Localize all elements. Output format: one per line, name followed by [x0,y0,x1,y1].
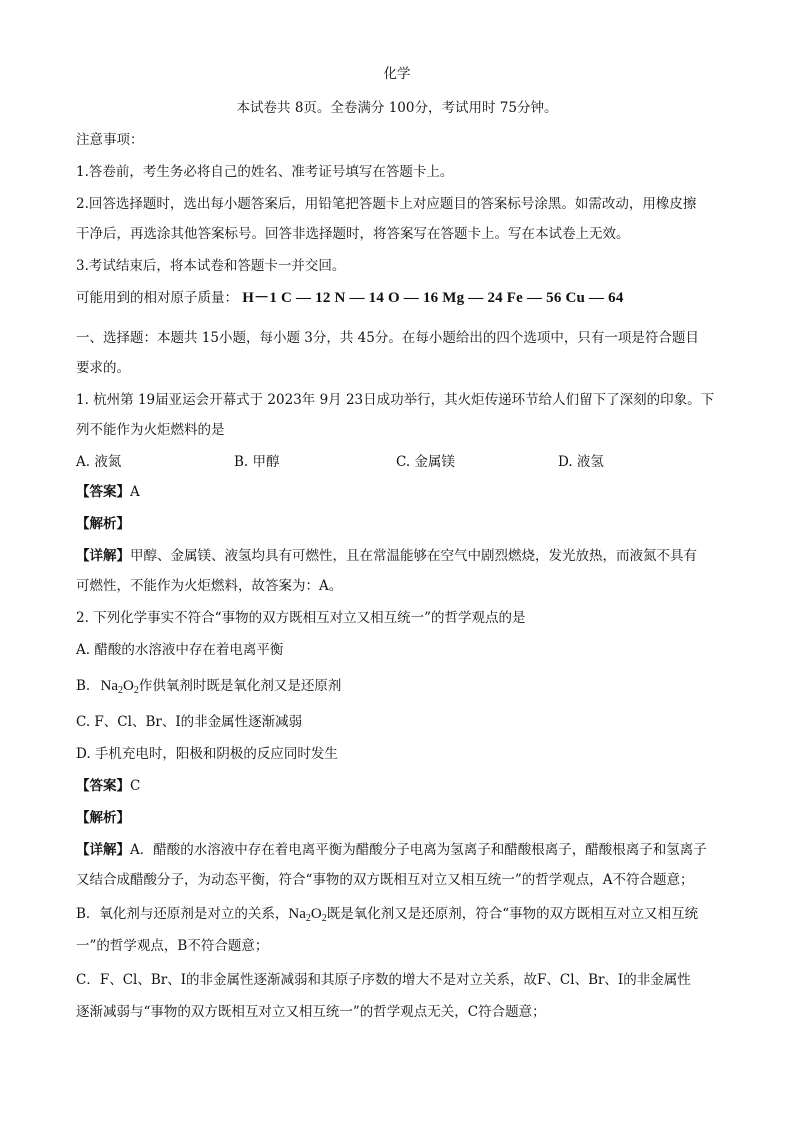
page-title: 化学 [383,66,411,82]
q2-answer [76,776,724,796]
atomic-mass-line [76,288,724,308]
q2-option-a: A. 醋酸的水溶液中存在着电离平衡 [76,642,284,658]
note-item-2-line1: 2.回答选择题时，选出每小题答案后，用铅笔把答题卡上对应题目的答案标号涂黑。如需改动，用橡皮擦 [76,196,697,212]
q2-option-b-text: 作供氧剂时既是氧化剂又是还原剂 [138,678,342,694]
q1-option-a: A. 液氮 [76,454,122,470]
atomic-mass-values: H－1 C — 12 N — 14 O — 16 Mg — 24 Fe — 56 Cu — 64 [242,290,624,306]
q2-detail-c-line1: C．F、Cl、Br、I的非金属性逐渐减弱和其原子序数的增大不是对立关系，故F、Cl、Br、I的非金属性 [76,972,691,988]
q1-stem-line1: 1. 杭州第 19届亚运会开幕式于 2023年 9月 23日成功举行，其火炬传递环节给人们留下了深刻的印象。下 [76,392,715,408]
q2-detail-a-text: A．醋酸的水溶液中存在着电离平衡为醋酸分子电离为氢离子和醋酸根离子，醋酸根离子和氢离子 [130,842,707,858]
exam-info: 本试卷共 8页。全卷满分 100分，考试用时 75分钟。 [236,100,558,116]
q2-analysis-label: 【解析】 [76,810,130,826]
q2-stem: 2. 下列化学事实不符合“事物的双方既相互对立又相互统一”的哲学观点的是 [76,610,526,626]
q1-option-b: B. 甲醇 [234,454,280,470]
q2-answer-label: 【答案】 [76,778,130,794]
q2-detail-c-line2: 逐渐减弱与“事物的双方既相互对立又相互统一”的哲学观点无关，C符合题意； [76,1004,546,1020]
q1-answer [76,482,724,502]
q2-detail-b-text: 既是氧化剂又是还原剂，符合“事物的双方既相互对立又相互统 [326,906,699,922]
notes-heading: 注意事项： [76,132,144,148]
q2-answer-value: C [130,778,141,794]
q2-option-b-prefix: B. [76,678,91,694]
q1-detail-line2: 可燃性，不能作为火炬燃料，故答案为：A。 [76,578,343,594]
q1-detail-text: 甲醇、金属镁、液氢均具有可燃性，且在常温能够在空气中剧烈燃烧，发光放热，而液氮不具有 [130,548,697,564]
atomic-mass-label: 可能用到的相对原子质量： [76,290,238,306]
q2-detail-b-line1 [76,904,724,924]
q2-option-c: C. F、Cl、Br、I的非金属性逐渐减弱 [76,714,303,730]
q1-detail-label: 【详解】 [76,548,130,564]
section-heading-line2: 要求的。 [76,360,130,376]
q2-detail-label: 【详解】 [76,842,130,858]
q2-option-b [76,676,724,696]
q2-detail-a-line1 [76,840,724,860]
chem-na2o2: $Na_2O_2$ [100,678,139,696]
q1-answer-label: 【答案】 [76,484,130,500]
note-item-2-line2: 干净后，再选涂其他答案标号。回答非选择题时，将答案写在答题卡上。写在本试卷上无效。 [76,226,630,242]
q2-detail-a-line2: 又结合成醋酸分子，为动态平衡，符合“事物的双方既相互对立又相互统一”的哲学观点，A不符合题意； [76,872,694,888]
chem-na2o2-inline: $Na_2O_2$ [288,906,327,924]
q1-option-c: C. 金属镁 [396,454,455,470]
q2-option-d: D. 手机充电时，阳极和阴极的反应同时发生 [76,746,338,762]
q1-answer-value: A [130,484,140,500]
note-item-3: 3.考试结束后，将本试卷和答题卡一并交回。 [76,258,346,274]
section-heading-line1: 一、选择题：本题共 15小题，每小题 3分，共 45分。在每小题给出的四个选项中，只有一项是符合题目 [76,330,699,346]
q1-analysis-label: 【解析】 [76,516,130,532]
q1-stem-line2: 列不能作为火炬燃料的是 [76,422,225,438]
note-item-1: 1.答卷前，考生务必将自己的姓名、准考证号填写在答题卡上。 [76,164,454,180]
q2-detail-b-prefix: B．氧化剂与还原剂是对立的关系， [76,906,289,922]
q1-option-d: D. 液氢 [558,454,604,470]
q1-detail-line1 [76,546,724,566]
q2-detail-b-line2: 一”的哲学观点，B不符合题意； [76,938,269,954]
